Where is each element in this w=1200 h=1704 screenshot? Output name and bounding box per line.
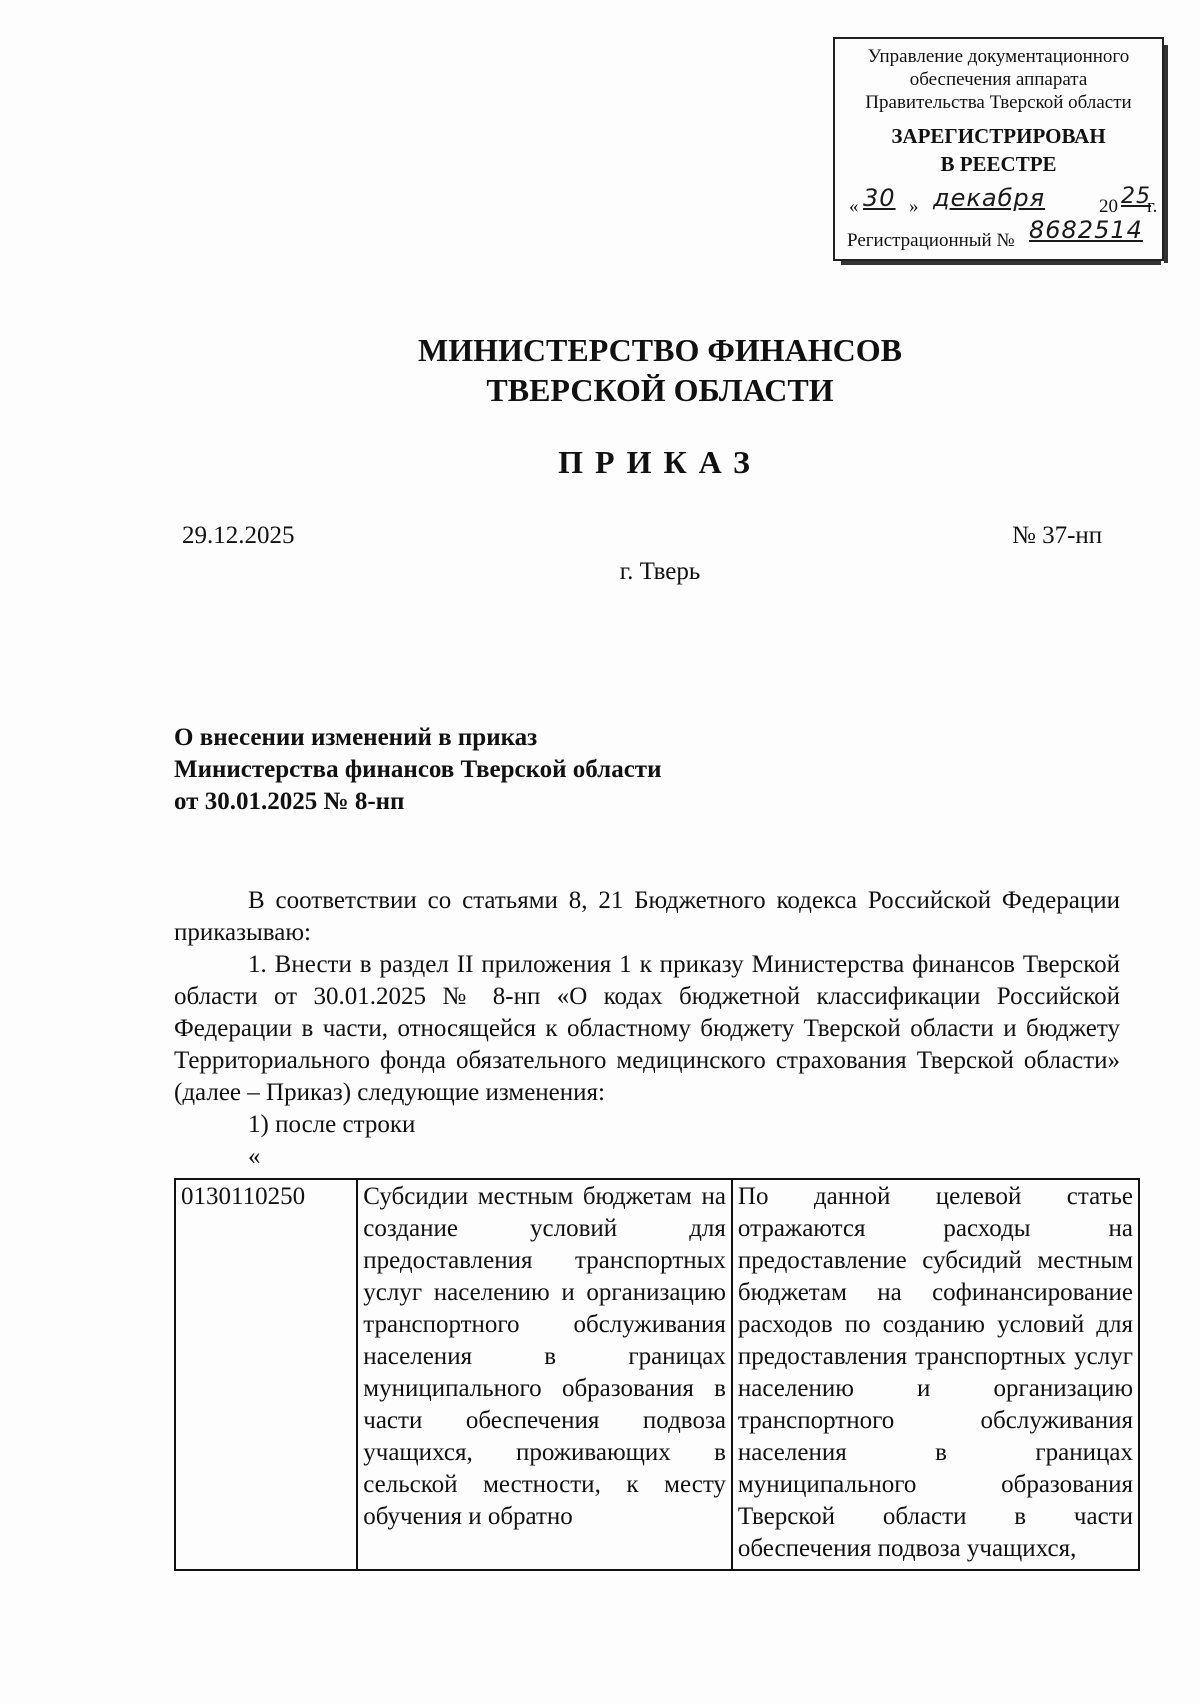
stamp-organization xyxy=(835,39,1162,114)
stamp-year-handwritten: 25 xyxy=(1121,184,1151,209)
ministry-line2: ТВЕРСКОЙ ОБЛАСТИ xyxy=(486,372,834,408)
budget-codes-table xyxy=(174,1178,1140,1571)
body-quote-mark: « xyxy=(248,1143,261,1170)
body-paragraph-2: 1. Внести в раздел II приложения 1 к приказу Министерства финансов Тверской области от 30.01.2025 № 8-нп «О кодах бюджетной классификации Российской Федерации в части, относящейся к областному бюджету Тверской области и бюджету Территориального фонда обязательного медицинского страхования Тверской области» (далее – Приказ) следующие изменения: xyxy=(174,951,1120,1106)
body-paragraph-3: 1) после строки xyxy=(248,1111,416,1138)
subject-line3: от 30.01.2025 № 8-нп xyxy=(174,788,405,815)
document-type-title: ПРИКАЗ xyxy=(558,444,762,480)
ministry-name xyxy=(0,330,1200,410)
document-date: 29.12.2025 xyxy=(182,522,295,549)
stamp-registered-line2: В РЕЕСТРЕ xyxy=(940,152,1057,176)
subject-line1: О внесении изменений в приказ xyxy=(174,724,538,751)
stamp-registered-line1: ЗАРЕГИСТРИРОВАН xyxy=(891,124,1106,148)
document-city: г. Тверь xyxy=(619,558,701,585)
stamp-org-line2: обеспечения аппарата xyxy=(909,69,1088,90)
registration-stamp xyxy=(833,37,1164,261)
stamp-year-suffix: г. xyxy=(1147,196,1158,217)
document-subject xyxy=(174,722,662,818)
stamp-quote-open: « xyxy=(849,196,859,217)
table-cell-name: Субсидии местным бюджетам на создание условий для предоставления транспортных услуг населению и организацию транспортного обслуживания населения в границах муниципального образования в части обеспечения подвоза учащихся, проживающих в сельской местности, к месту обучения и обратно xyxy=(357,1179,732,1570)
stamp-regno-label: Регистрационный № xyxy=(847,230,1015,251)
table-cell-description: По данной целевой статье отражаются расходы на предоставление субсидий местным бюджетам на софинансирование расходов по созданию условий для предоставления транспортных услуг населению и организацию транспортного обслуживания населения в границах муниципального образования Тверской области в части обеспечения подвоза учащихся, xyxy=(732,1179,1139,1570)
stamp-day-handwritten: 30 xyxy=(863,184,896,212)
body-paragraph-1: В соответствии со статьями 8, 21 Бюджетного кодекса Российской Федерации приказываю: xyxy=(174,887,1120,946)
stamp-org-line3: Правительства Тверской области xyxy=(865,92,1132,113)
stamp-org-line1: Управление документационного xyxy=(867,46,1130,67)
stamp-century: 20 xyxy=(1099,196,1118,217)
table-row xyxy=(175,1179,1139,1570)
document-number: № 37-нп xyxy=(1012,522,1103,549)
stamp-month-handwritten: декабря xyxy=(933,184,1046,212)
document-body xyxy=(174,885,1120,1173)
stamp-regno-handwritten: 8682514 xyxy=(1029,216,1143,244)
table-cell-code: 0130110250 xyxy=(175,1179,357,1570)
stamp-registration-number xyxy=(847,216,1157,252)
subject-line2: Министерства финансов Тверской области xyxy=(174,756,662,783)
stamp-registered xyxy=(835,122,1162,178)
stamp-quote-close: » xyxy=(909,196,919,217)
ministry-line1: МИНИСТЕРСТВО ФИНАНСОВ xyxy=(418,332,902,368)
